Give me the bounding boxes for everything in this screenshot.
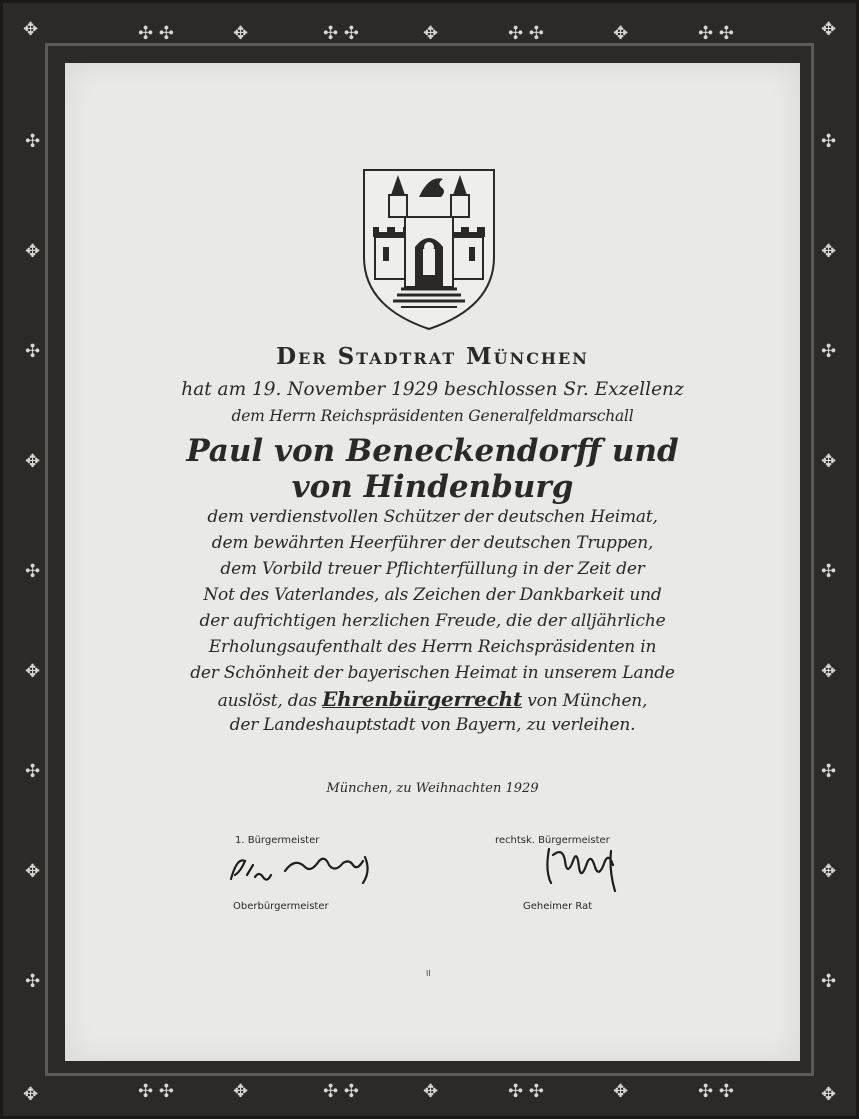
munich-coat-of-arms-icon bbox=[361, 167, 497, 331]
right-signatory-subtitle: Geheimer Rat bbox=[523, 901, 593, 912]
frame-ornament-icon: ✥ bbox=[821, 1084, 837, 1105]
frame-ornament-icon: ✣ bbox=[821, 341, 837, 362]
certificate-body-line: dem Vorbild treuer Pflichterfüllung in der Zeit der bbox=[220, 559, 645, 579]
frame-ornament-icon: ✥ bbox=[821, 661, 837, 682]
frame-ornament-icon: ✣ bbox=[821, 561, 837, 582]
frame-ornament-icon: ✥ bbox=[23, 19, 39, 40]
frame-ornament-icon: ✥ bbox=[25, 451, 41, 472]
place-and-date: München, zu Weihnachten 1929 bbox=[326, 781, 539, 796]
frame-ornament-icon: ✣ ✣ bbox=[323, 1081, 359, 1102]
honor-line-prefix: auslöst, das bbox=[217, 691, 317, 711]
certificate-heading: Der Stadtrat München bbox=[276, 343, 589, 370]
frame-ornament-icon: ✥ bbox=[821, 451, 837, 472]
frame-ornament-icon: ✥ bbox=[423, 23, 439, 44]
frame-ornament-icon: ✣ ✣ bbox=[508, 23, 544, 44]
footer-mark: II bbox=[426, 969, 431, 978]
frame-ornament-icon: ✣ bbox=[25, 341, 41, 362]
frame-ornament-icon: ✣ bbox=[821, 761, 837, 782]
left-signature-icon bbox=[225, 849, 385, 889]
frame-ornament-icon: ✥ bbox=[613, 23, 629, 44]
frame-ornament-icon: ✥ bbox=[25, 861, 41, 882]
frame-ornament-icon: ✣ ✣ bbox=[138, 23, 174, 44]
frame-ornament-icon: ✥ bbox=[821, 241, 837, 262]
certificate-text-line: hat am 19. November 1929 beschlossen Sr. Exzellenz bbox=[181, 379, 684, 400]
frame-ornament-icon: ✥ bbox=[25, 241, 41, 262]
certificate-body-line: Erholungsaufenthalt des Herrn Reichspräsidenten in bbox=[208, 637, 657, 657]
frame-ornament-icon: ✥ bbox=[23, 1084, 39, 1105]
certificate-body-line: dem bewährten Heerführer der deutschen Truppen, bbox=[211, 533, 654, 553]
certificate-last-line: der Landeshauptstadt von Bayern, zu verleihen. bbox=[229, 715, 636, 735]
frame-ornament-icon: ✥ bbox=[25, 661, 41, 682]
right-signature-icon bbox=[541, 845, 631, 893]
frame-ornament-icon: ✣ ✣ bbox=[323, 23, 359, 44]
honoree-name-line-2: von Hindenburg bbox=[291, 469, 574, 505]
frame-ornament-icon: ✣ bbox=[25, 971, 41, 992]
certificate-body-line: dem verdienstvollen Schützer der deutschen Heimat, bbox=[207, 507, 658, 527]
frame-ornament-icon: ✣ ✣ bbox=[698, 1081, 734, 1102]
honor-line bbox=[65, 687, 800, 711]
frame-ornament-icon: ✣ bbox=[821, 131, 837, 152]
left-signatory-subtitle: Oberbürgermeister bbox=[233, 901, 329, 912]
frame-ornament-icon: ✣ bbox=[821, 971, 837, 992]
certificate-body-line: der aufrichtigen herzlichen Freude, die der alljährliche bbox=[199, 611, 666, 631]
frame-ornament-icon: ✣ bbox=[25, 131, 41, 152]
frame-ornament-icon: ✥ bbox=[233, 1081, 249, 1102]
frame-ornament-icon: ✣ bbox=[25, 561, 41, 582]
frame-ornament-icon: ✥ bbox=[423, 1081, 439, 1102]
honor-line-suffix: von München, bbox=[527, 691, 648, 711]
frame-ornament-icon: ✣ ✣ bbox=[138, 1081, 174, 1102]
frame-ornament-icon: ✥ bbox=[233, 23, 249, 44]
certificate-paper bbox=[65, 63, 800, 1061]
right-signatory-title: rechtsk. Bürgermeister bbox=[495, 835, 610, 846]
left-signatory-title: 1. Bürgermeister bbox=[235, 835, 320, 846]
frame-ornament-icon: ✣ bbox=[25, 761, 41, 782]
honor-title: Ehrenbürgerrecht bbox=[322, 687, 523, 711]
frame-ornament-icon: ✣ ✣ bbox=[508, 1081, 544, 1102]
frame-ornament-icon: ✣ ✣ bbox=[698, 23, 734, 44]
certificate-body-line: Not des Vaterlandes, als Zeichen der Dankbarkeit und bbox=[203, 585, 662, 605]
frame-ornament-icon: ✥ bbox=[613, 1081, 629, 1102]
frame-ornament-icon: ✥ bbox=[821, 19, 837, 40]
honoree-name-line-1: Paul von Beneckendorff und bbox=[186, 433, 679, 469]
certificate-text-line: dem Herrn Reichspräsidenten Generalfeldmarschall bbox=[231, 407, 634, 425]
frame-ornament-icon: ✥ bbox=[821, 861, 837, 882]
certificate-body-line: der Schönheit der bayerischen Heimat in unserem Lande bbox=[190, 663, 675, 683]
